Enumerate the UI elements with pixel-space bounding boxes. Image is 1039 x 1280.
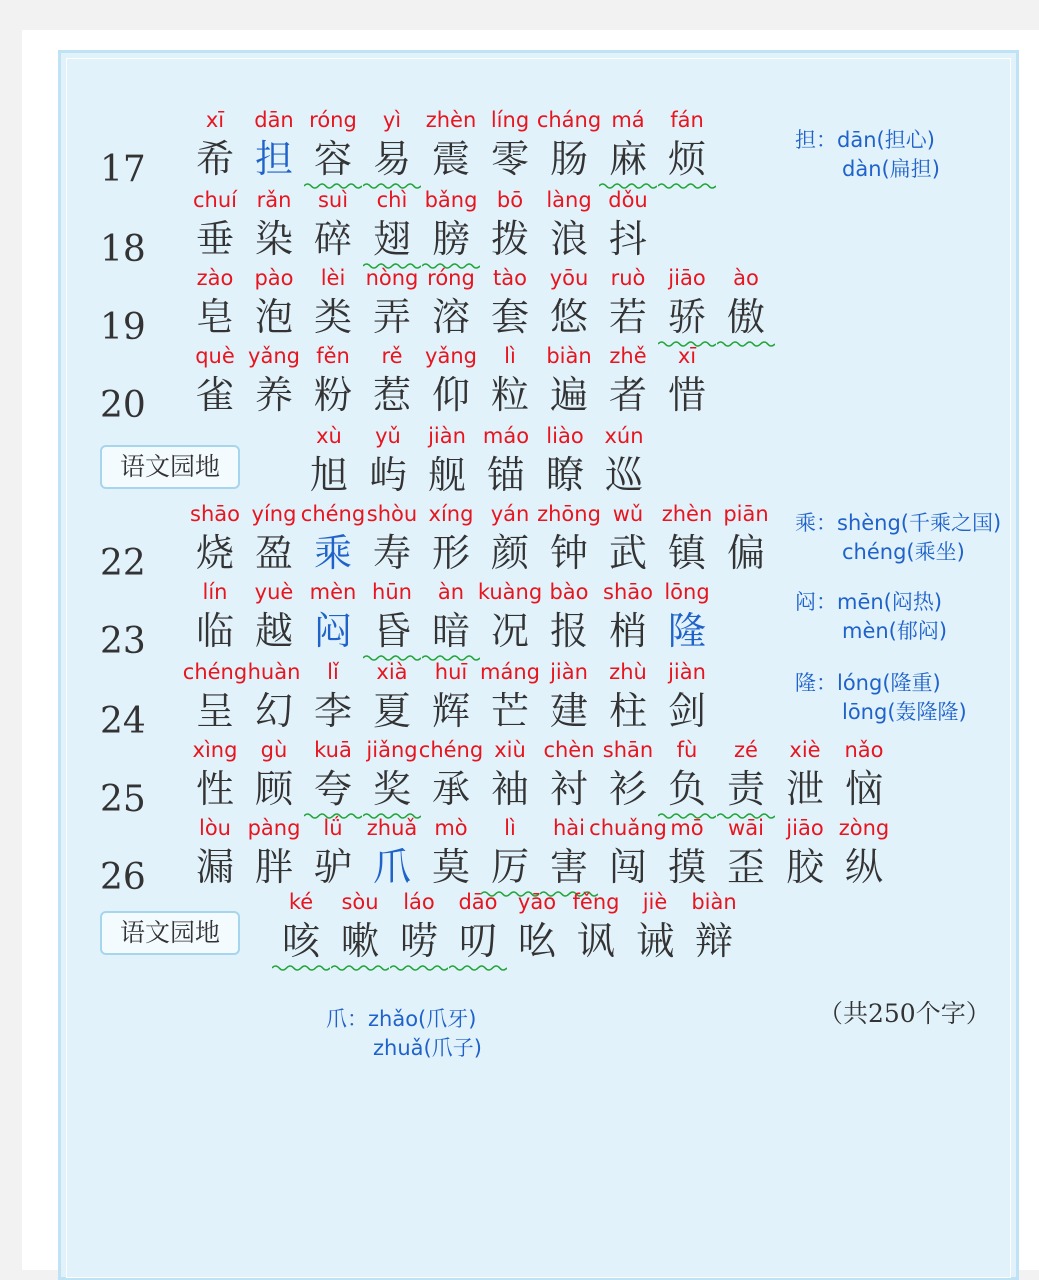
pinyin: fěng	[572, 890, 620, 914]
hanzi: 诫	[635, 919, 674, 963]
hanzi: 夏	[372, 689, 411, 733]
pinyin: zhōng	[537, 502, 601, 526]
hanzi: 夸	[313, 767, 352, 811]
pinyin: yán	[490, 502, 530, 526]
hanzi: 隆	[667, 609, 706, 653]
polyphone-note	[795, 126, 940, 184]
hanzi: 顾	[254, 767, 293, 811]
pinyin: ruò	[610, 266, 646, 290]
hanzi: 莫	[431, 845, 470, 889]
pinyin: láo	[403, 890, 435, 914]
hanzi: 泄	[785, 767, 824, 811]
pinyin: jiè	[642, 890, 668, 914]
pinyin: hài	[552, 816, 585, 840]
hanzi: 烦	[667, 137, 706, 181]
hanzi: 暗	[431, 609, 470, 653]
word-underline	[449, 964, 507, 972]
hanzi: 叨	[458, 919, 497, 963]
hanzi: 柱	[608, 689, 647, 733]
hanzi: 芒	[490, 689, 529, 733]
pinyin: fěn	[316, 344, 350, 368]
hanzi: 麻	[608, 137, 647, 181]
hanzi: 性	[195, 767, 234, 811]
char-row	[0, 344, 1039, 426]
hanzi: 偏	[726, 531, 765, 575]
pinyin: yǎng	[248, 344, 300, 368]
hanzi: 李	[313, 689, 352, 733]
pinyin: zhuǎ	[366, 816, 418, 840]
pinyin: shāo	[603, 580, 653, 604]
pinyin: huī	[434, 660, 468, 684]
char-row	[0, 738, 1039, 820]
char-cell	[658, 344, 716, 422]
lesson-number: 18	[100, 229, 146, 270]
pinyin: xíng	[428, 502, 474, 526]
pinyin: ké	[288, 890, 314, 914]
pinyin: pàng	[247, 816, 301, 840]
hanzi: 烧	[195, 531, 234, 575]
pinyin: fán	[670, 108, 704, 132]
hanzi: 幻	[254, 689, 293, 733]
note-reading-2: chéng(乘坐)	[842, 540, 965, 564]
pinyin: yì	[382, 108, 402, 132]
hanzi: 遍	[549, 373, 588, 417]
pinyin: líng	[490, 108, 530, 132]
hanzi: 闷	[313, 609, 352, 653]
hanzi: 瞭	[545, 453, 584, 497]
hanzi: 奖	[372, 767, 411, 811]
hanzi: 锚	[486, 453, 525, 497]
hanzi: 屿	[368, 453, 407, 497]
hanzi: 仰	[431, 373, 470, 417]
pinyin: dān	[254, 108, 294, 132]
pinyin: yuè	[254, 580, 294, 604]
hanzi: 厉	[490, 845, 529, 889]
pinyin: pào	[254, 266, 294, 290]
pinyin: jiāo	[668, 266, 706, 290]
pinyin: chuǎng	[589, 816, 667, 840]
pinyin: jiàn	[668, 660, 706, 684]
garden-label-1: 语文园地	[100, 445, 240, 489]
word-underline	[331, 964, 389, 972]
pinyin: huàn	[247, 660, 301, 684]
hanzi: 闯	[608, 845, 647, 889]
pinyin: zhù	[609, 660, 647, 684]
lesson-number: 24	[100, 701, 146, 742]
pinyin: chèn	[543, 738, 595, 762]
hanzi: 弄	[372, 295, 411, 339]
polyphone-note	[795, 669, 967, 727]
pinyin: xún	[604, 424, 644, 448]
pinyin: mèn	[309, 580, 357, 604]
note-key: 担：	[795, 128, 837, 152]
hanzi: 悠	[549, 295, 588, 339]
pinyin: chéng	[300, 502, 366, 526]
hanzi: 盈	[254, 531, 293, 575]
word-underline	[390, 964, 448, 972]
pinyin: yǔ	[375, 424, 401, 448]
pinyin: kuā	[314, 738, 352, 762]
pinyin: chì	[376, 188, 408, 212]
hanzi: 漏	[195, 845, 234, 889]
pinyin: lòu	[199, 816, 231, 840]
pinyin: sòu	[341, 890, 379, 914]
pinyin: ào	[733, 266, 759, 290]
pinyin: què	[195, 344, 235, 368]
pinyin: zhèn	[425, 108, 477, 132]
pinyin: lì	[504, 344, 516, 368]
hanzi: 傲	[726, 295, 765, 339]
polyphone-note	[326, 1005, 482, 1063]
pinyin: xiù	[494, 738, 526, 762]
hanzi: 若	[608, 295, 647, 339]
hanzi: 歪	[726, 845, 765, 889]
hanzi: 舰	[427, 453, 466, 497]
lesson-number: 25	[100, 779, 146, 820]
pinyin: máng	[480, 660, 540, 684]
pinyin: xiè	[789, 738, 821, 762]
hanzi: 纵	[844, 845, 883, 889]
note-key: 闷：	[795, 590, 837, 614]
pinyin: piān	[723, 502, 769, 526]
note-reading-1: shèng(千乘之国)	[837, 511, 1002, 535]
total-count: （共250个字）	[818, 999, 991, 1028]
hanzi: 皂	[195, 295, 234, 339]
hanzi: 旭	[309, 453, 348, 497]
hanzi: 形	[431, 531, 470, 575]
pinyin: yíng	[251, 502, 297, 526]
hanzi: 抖	[608, 217, 647, 261]
hanzi: 拨	[490, 217, 529, 261]
hanzi: 袖	[490, 767, 529, 811]
pinyin: nǎo	[844, 738, 884, 762]
pinyin: gù	[260, 738, 288, 762]
hanzi: 咳	[281, 919, 320, 963]
hanzi: 辉	[431, 689, 470, 733]
hanzi: 梢	[608, 609, 647, 653]
hanzi: 驴	[313, 845, 352, 889]
pinyin: róng	[309, 108, 357, 132]
garden-label-2: 语文园地	[100, 911, 240, 955]
hanzi: 雀	[195, 373, 234, 417]
pinyin: chéng	[182, 660, 248, 684]
pinyin: shān	[602, 738, 654, 762]
polyphone-note	[795, 588, 947, 646]
hanzi: 衬	[549, 767, 588, 811]
pinyin: jiāo	[786, 816, 824, 840]
pinyin: lì	[504, 816, 516, 840]
hanzi: 震	[431, 137, 470, 181]
hanzi: 越	[254, 609, 293, 653]
hanzi: 武	[608, 531, 647, 575]
pinyin: biàn	[691, 890, 737, 914]
hanzi: 呈	[195, 689, 234, 733]
hanzi: 报	[549, 609, 588, 653]
lesson-number: 26	[100, 857, 146, 898]
pinyin: xī	[205, 108, 225, 132]
polyphone-note	[795, 509, 1001, 567]
hanzi: 责	[726, 767, 765, 811]
char-cell	[599, 188, 657, 266]
char-cell	[717, 266, 775, 344]
hanzi: 昏	[372, 609, 411, 653]
pinyin: yāo	[517, 890, 557, 914]
pinyin: róng	[427, 266, 475, 290]
hanzi: 粉	[313, 373, 352, 417]
hanzi: 承	[431, 767, 470, 811]
note-reading-1: lóng(隆重)	[837, 671, 941, 695]
lesson-number: 22	[100, 543, 146, 584]
note-reading-1: dān(担心)	[837, 128, 935, 152]
hanzi: 寿	[372, 531, 411, 575]
hanzi: 惜	[667, 373, 706, 417]
hanzi: 泡	[254, 295, 293, 339]
char-cell	[717, 502, 775, 580]
pinyin: zòng	[838, 816, 890, 840]
hanzi: 镇	[667, 531, 706, 575]
pinyin: yōu	[549, 266, 589, 290]
pinyin: rě	[381, 344, 403, 368]
hanzi: 垂	[195, 217, 234, 261]
pinyin: jiàn	[428, 424, 466, 448]
note-key: 乘：	[795, 511, 837, 535]
hanzi: 衫	[608, 767, 647, 811]
hanzi: 胶	[785, 845, 824, 889]
hanzi: 临	[195, 609, 234, 653]
hanzi: 颜	[490, 531, 529, 575]
pinyin: lǐ	[327, 660, 339, 684]
hanzi: 辩	[694, 919, 733, 963]
hanzi: 粒	[490, 373, 529, 417]
pinyin: wāi	[728, 816, 764, 840]
note-reading-1: mēn(闷热)	[837, 590, 943, 614]
pinyin: jiàn	[550, 660, 588, 684]
note-reading-1: zhǎo(爪牙)	[368, 1007, 477, 1031]
hanzi: 建	[549, 689, 588, 733]
pinyin: lín	[202, 580, 228, 604]
pinyin: làng	[546, 188, 592, 212]
hanzi: 零	[490, 137, 529, 181]
char-row	[0, 266, 1039, 348]
pinyin: bō	[496, 188, 524, 212]
pinyin: bào	[549, 580, 589, 604]
char-cell	[835, 738, 893, 816]
pinyin: suì	[317, 188, 349, 212]
hanzi: 摸	[667, 845, 706, 889]
pinyin: mò	[434, 816, 468, 840]
hanzi: 溶	[431, 295, 470, 339]
hanzi: 套	[490, 295, 529, 339]
pinyin: lǘ	[323, 816, 343, 840]
note-reading-2: zhuǎ(爪子)	[373, 1036, 482, 1060]
hanzi: 希	[195, 137, 234, 181]
hanzi: 胖	[254, 845, 293, 889]
pinyin: xià	[376, 660, 408, 684]
char-row	[0, 188, 1039, 270]
pinyin: liào	[546, 424, 584, 448]
char-row	[0, 816, 1039, 898]
hanzi: 浪	[549, 217, 588, 261]
hanzi: 骄	[667, 295, 706, 339]
pinyin: má	[611, 108, 645, 132]
hanzi: 恼	[844, 767, 883, 811]
pinyin: nòng	[365, 266, 419, 290]
hanzi: 染	[254, 217, 293, 261]
hanzi: 剑	[667, 689, 706, 733]
pinyin: lōng	[664, 580, 710, 604]
pinyin: xī	[677, 344, 697, 368]
pinyin: zhě	[609, 344, 647, 368]
char-cell	[658, 580, 716, 658]
hanzi: 膀	[431, 217, 470, 261]
pinyin: shāo	[190, 502, 240, 526]
hanzi: 乘	[313, 531, 352, 575]
hanzi: 讽	[576, 919, 615, 963]
pinyin: fù	[676, 738, 698, 762]
hanzi: 况	[490, 609, 529, 653]
lesson-number: 19	[100, 307, 146, 348]
hanzi: 惹	[372, 373, 411, 417]
lesson-number: 17	[100, 149, 146, 190]
pinyin: biàn	[546, 344, 592, 368]
pinyin: zé	[734, 738, 758, 762]
pinyin: wǔ	[612, 502, 644, 526]
hanzi: 肠	[549, 137, 588, 181]
pinyin: xìng	[192, 738, 238, 762]
char-cell	[685, 890, 743, 968]
pinyin: rǎn	[256, 188, 292, 212]
pinyin: máo	[482, 424, 530, 448]
pinyin: chuí	[193, 188, 237, 212]
pinyin: chéng	[418, 738, 484, 762]
hanzi: 唠	[399, 919, 438, 963]
hanzi: 翅	[372, 217, 411, 261]
pinyin: dǒu	[608, 188, 648, 212]
pinyin: àn	[437, 580, 465, 604]
pinyin: zhèn	[661, 502, 713, 526]
hanzi: 容	[313, 137, 352, 181]
hanzi: 钟	[549, 531, 588, 575]
pinyin: dāo	[458, 890, 498, 914]
lesson-number: 23	[100, 621, 146, 662]
note-key: 爪：	[326, 1007, 368, 1031]
hanzi: 易	[372, 137, 411, 181]
hanzi: 担	[254, 137, 293, 181]
pinyin: yǎng	[425, 344, 477, 368]
char-cell	[658, 108, 716, 186]
pinyin: cháng	[536, 108, 602, 132]
hanzi: 爪	[372, 845, 411, 889]
hanzi: 嗽	[340, 919, 379, 963]
hanzi: 巡	[604, 453, 643, 497]
note-key: 隆：	[795, 671, 837, 695]
char-cell	[835, 816, 893, 894]
note-reading-2: lōng(轰隆隆)	[842, 700, 967, 724]
pinyin: zào	[196, 266, 234, 290]
word-underline	[272, 964, 330, 972]
pinyin: hūn	[372, 580, 412, 604]
pinyin: mō	[670, 816, 704, 840]
pinyin: kuàng	[477, 580, 543, 604]
pinyin: bǎng	[424, 188, 478, 212]
pinyin: jiǎng	[366, 738, 418, 762]
char-cell	[658, 660, 716, 738]
pinyin: shòu	[366, 502, 418, 526]
hanzi: 碎	[313, 217, 352, 261]
hanzi: 害	[549, 845, 588, 889]
lesson-number: 20	[100, 385, 146, 426]
pinyin: xù	[316, 424, 342, 448]
hanzi: 养	[254, 373, 293, 417]
hanzi: 者	[608, 373, 647, 417]
hanzi: 类	[313, 295, 352, 339]
pinyin: lèi	[320, 266, 346, 290]
note-reading-2: dàn(扁担)	[842, 157, 940, 181]
char-cell	[595, 424, 653, 502]
hanzi: 负	[667, 767, 706, 811]
pinyin: tào	[493, 266, 527, 290]
note-reading-2: mèn(郁闷)	[842, 619, 948, 643]
hanzi: 吆	[517, 919, 556, 963]
